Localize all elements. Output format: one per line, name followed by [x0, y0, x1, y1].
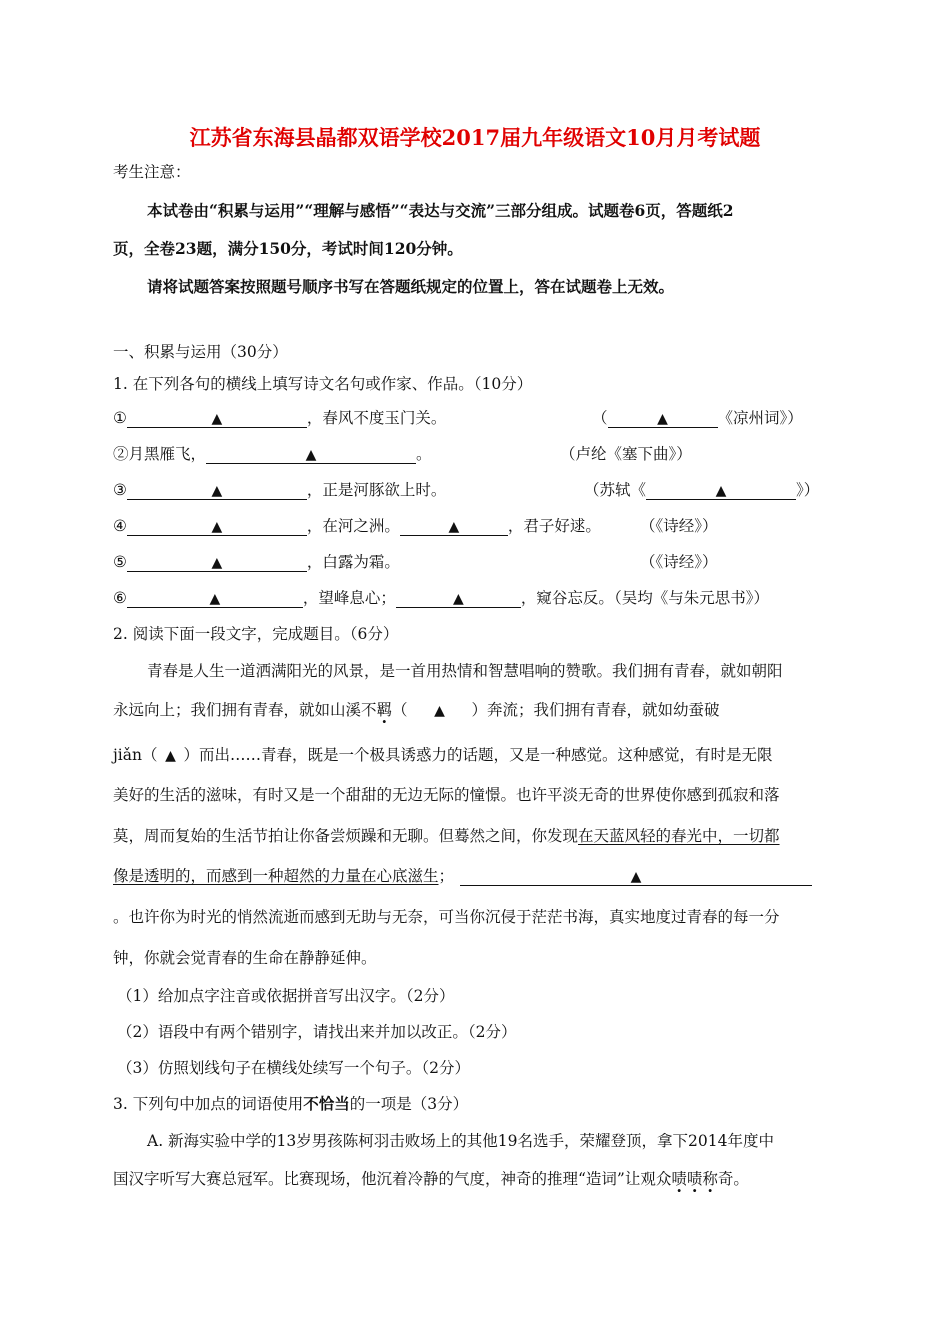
q2-paragraph-line-2: 永远向上；我们拥有青春，就如山溪不羁（ ▲ ）奔流；我们拥有青春，就如幼蚕破 — [113, 699, 720, 722]
answer-slot[interactable] — [158, 744, 184, 767]
underlined-sentence: 像是透明的，而感到一种超然的力量在心底滋生 — [113, 867, 439, 885]
q2-subquestion-2: （2）语段中有两个错别字，请找出来并加以改正。（2分） — [117, 1023, 517, 1041]
q1-line-4: ④ ▲ ，在河之洲。 ▲ ，君子好逑。 — [113, 517, 601, 535]
dotted-character: 羁 — [376, 701, 393, 719]
q2-paragraph-line-1: 青春是人生一道洒满阳光的风景，是一首用热情和智慧唱响的赞歌。我们拥有青春，就如朝阳 — [147, 662, 783, 680]
dotted-character: 啧 — [671, 1170, 687, 1188]
triangle-marker: ▲ — [211, 483, 223, 499]
q2-paragraph-line-5: 莫，周而复始的生活节拍让你备尝烦躁和无聊。但蓦然之间，你发现在天蓝风轻的春光中，一切都 — [113, 827, 780, 845]
q1-line-3: ③ ▲ ，正是河豚欲上时。 — [113, 481, 447, 499]
q1-line-6: ⑥ ▲ ，望峰息心； ▲ ，窥谷忘反。（吴均《与朱元思书》） — [113, 589, 769, 607]
triangle-marker: ▲ — [453, 591, 464, 607]
triangle-marker: ▲ — [630, 869, 642, 885]
q2-paragraph-line-6: 像是透明的，而感到一种超然的力量在心底滋生； ▲ — [113, 865, 812, 887]
dotted-character: 称 — [702, 1170, 718, 1188]
triangle-marker: ▲ — [715, 483, 727, 499]
answer-blank[interactable] — [206, 445, 416, 464]
answer-blank[interactable] — [608, 409, 718, 428]
q1-line-2: ②月黑雁飞， ▲ 。 — [113, 445, 432, 463]
page-title: 江苏省东海县晶都双语学校2017届九年级语文10月月考试题 — [189, 125, 761, 150]
q1-line-2-source: （卢纶《塞下曲》） — [560, 445, 692, 463]
q2-paragraph-line-7: 。也许你为时光的悄然流逝而感到无助与无奈，可当你沉侵于茫茫书海，真实地度过青春的每一分 — [113, 908, 780, 926]
item-number: ① — [113, 409, 127, 427]
q2-heading: 2. 阅读下面一段文字，完成题目。（6分） — [113, 625, 399, 643]
answer-blank[interactable] — [400, 517, 508, 536]
q3-option-a-line-2: 国汉字听写大赛总冠军。比赛现场，他沉着冷静的气度，神奇的推理“造词”让观众啧啧称奇。 — [113, 1170, 749, 1188]
q3-option-a-line-1: A. 新海实验中学的13岁男孩陈柯羽击败场上的其他19名选手，荣耀登顶，拿下2014年度中 — [147, 1132, 774, 1150]
triangle-marker: ▲ — [434, 703, 445, 719]
q2-subquestion-3: （3）仿照划线句子在横线处续写一个句子。（2分） — [117, 1059, 470, 1077]
triangle-marker: ▲ — [657, 411, 668, 427]
triangle-marker: ▲ — [448, 519, 460, 535]
q1-heading: 1. 在下列各句的横线上填写诗文名句或作家、作品。（10分） — [113, 375, 533, 393]
answer-blank[interactable] — [396, 589, 521, 608]
q1-line-5-source: （《诗经》） — [640, 553, 718, 571]
answer-blank[interactable] — [127, 409, 307, 428]
answer-blank[interactable] — [127, 553, 307, 572]
answer-blank[interactable] — [646, 481, 796, 500]
triangle-marker: ▲ — [211, 411, 223, 427]
q2-paragraph-line-8: 钟，你就会觉青春的生命在静静延伸。 — [113, 949, 377, 967]
answer-slot[interactable] — [408, 699, 472, 722]
dotted-character: 啧 — [686, 1170, 703, 1188]
answer-blank[interactable] — [460, 867, 812, 886]
answer-blank[interactable] — [127, 481, 307, 500]
q1-line-5: ⑤ ▲ ，白露为霜。 — [113, 553, 400, 571]
underlined-sentence: 在天蓝风轻的春光中，一切都 — [578, 827, 780, 845]
q2-paragraph-line-3: jiǎn（ ▲ ）而出……青春，既是一个极具诱惑力的话题，又是一种感觉。这种感觉，有时是无限 — [113, 744, 773, 767]
q1-line-1-source: （ ▲ 《凉州词》） — [592, 409, 803, 427]
q2-paragraph-line-4: 美好的生活的滋味，有时又是一个甜甜的无边无际的憧憬。也许平淡无奇的世界使你感到孤寂和落 — [113, 786, 780, 804]
q1-line-4-source: （《诗经》） — [640, 517, 718, 535]
q1-line-3-source: （苏轼《 ▲ 》） — [584, 481, 820, 499]
answer-blank[interactable] — [127, 589, 303, 608]
q1-line-6-source: （吴均《与朱元思书》） — [613, 589, 769, 607]
notice-label: 考生注意： — [113, 163, 191, 181]
triangle-marker: ▲ — [209, 591, 221, 607]
q3-heading: 3. 下列句中加点的词语使用不恰当的一项是（3分） — [113, 1094, 469, 1113]
notice-line-1: 本试卷由“积累与运用”“理解与感悟”“表达与交流”三部分组成。试题卷6页，答题纸2 — [147, 201, 734, 220]
emphasis-text: 不恰当 — [303, 1094, 350, 1113]
answer-blank[interactable] — [127, 517, 307, 536]
notice-line-3: 请将试题答案按照题号顺序书写在答题纸规定的位置上，答在试题卷上无效。 — [147, 277, 675, 296]
triangle-marker: ▲ — [305, 447, 317, 463]
triangle-marker: ▲ — [211, 519, 223, 535]
section-heading: 一、积累与运用（30分） — [113, 343, 288, 361]
q2-subquestion-1: （1）给加点字注音或依据拼音写出汉字。（2分） — [117, 987, 455, 1005]
triangle-marker: ▲ — [211, 555, 223, 571]
notice-line-2: 页，全卷23题，满分150分，考试时间120分钟。 — [113, 239, 463, 258]
triangle-marker: ▲ — [165, 748, 176, 764]
poem-text: ，春风不度玉门关。 — [306, 409, 447, 427]
q1-line-1 — [113, 407, 446, 429]
